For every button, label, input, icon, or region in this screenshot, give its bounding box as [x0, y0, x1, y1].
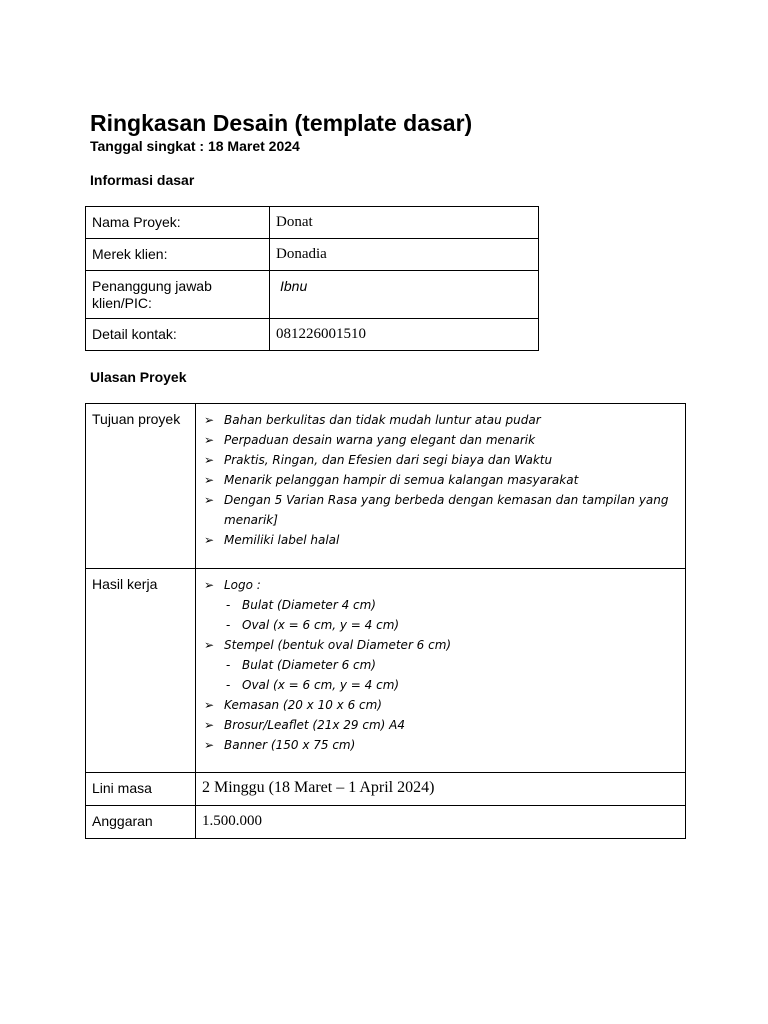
- deliverable-text: Logo :: [224, 578, 261, 592]
- project-name-label: Nama Proyek:: [86, 207, 270, 239]
- deliverable-sub-text: Bulat (Diameter 6 cm): [242, 658, 376, 672]
- list-item: [202, 675, 679, 695]
- goal-text: Bahan berkulitas dan tidak mudah luntur atau pudar: [224, 413, 541, 427]
- dash-bullet-icon: -: [226, 678, 231, 692]
- table-row: [86, 207, 539, 239]
- list-item: [202, 615, 679, 635]
- arrowhead-bullet-icon: ➢: [204, 533, 215, 547]
- document-date: Tanggal singkat : 18 Maret 2024: [90, 138, 300, 154]
- arrowhead-bullet-icon: ➢: [204, 578, 215, 592]
- pic-value: Ibnu: [270, 271, 539, 319]
- basic-info-heading: Informasi dasar: [90, 172, 195, 188]
- basic-info-table: [85, 206, 539, 351]
- deliverable-text: Brosur/Leaflet (21x 29 cm) A4: [224, 718, 405, 732]
- table-row: [86, 271, 539, 319]
- dash-bullet-icon: -: [226, 658, 231, 672]
- client-brand-label: Merek klien:: [86, 239, 270, 271]
- project-overview-heading: Ulasan Proyek: [90, 369, 187, 385]
- goal-text: Menarik pelanggan hampir di semua kalangan masyarakat: [224, 473, 579, 487]
- deliverables-label: Hasil kerja: [86, 569, 196, 773]
- list-item: [202, 530, 679, 550]
- arrowhead-bullet-icon: ➢: [204, 433, 215, 447]
- deliverables-cell: [196, 569, 686, 773]
- list-item: [202, 470, 679, 490]
- list-item: [202, 735, 679, 755]
- goal-text: Dengan 5 Varian Rasa yang berbeda dengan kemasan dan tampilan yang menarik]: [224, 493, 669, 527]
- deliverable-text: Banner (150 x 75 cm): [224, 738, 356, 752]
- list-item: [202, 715, 679, 735]
- list-item: [202, 575, 679, 595]
- deliverable-sub-text: Bulat (Diameter 4 cm): [242, 598, 376, 612]
- deliverables-list: [202, 575, 679, 755]
- arrowhead-bullet-icon: ➢: [204, 718, 215, 732]
- dash-bullet-icon: -: [226, 618, 231, 632]
- deliverable-sub-list: [202, 595, 679, 635]
- contact-label: Detail kontak:: [86, 319, 270, 351]
- goals-list: [202, 410, 679, 550]
- list-item: [202, 410, 679, 430]
- deliverable-sub-text: Oval (x = 6 cm, y = 4 cm): [242, 678, 400, 692]
- table-row: [86, 773, 686, 806]
- table-row: [86, 239, 539, 271]
- deliverable-sub-text: Oval (x = 6 cm, y = 4 cm): [242, 618, 400, 632]
- pic-label: Penanggung jawab klien/PIC:: [86, 271, 270, 319]
- budget-label: Anggaran: [86, 806, 196, 839]
- client-brand-value: Donadia: [270, 239, 539, 271]
- table-row: [86, 319, 539, 351]
- list-item: [202, 490, 679, 530]
- goal-text: Memiliki label halal: [224, 533, 340, 547]
- deliverable-sub-list: [202, 655, 679, 695]
- document-title: Ringkasan Desain (template dasar): [90, 110, 473, 136]
- list-item: [202, 695, 679, 715]
- table-row: [86, 806, 686, 839]
- goal-text: Perpaduan desain warna yang elegant dan menarik: [224, 433, 536, 447]
- goals-cell: [196, 404, 686, 569]
- budget-value: 1.500.000: [196, 806, 686, 839]
- timeline-value: 2 Minggu (18 Maret – 1 April 2024): [196, 773, 686, 806]
- goals-label: Tujuan proyek: [86, 404, 196, 569]
- timeline-label: Lini masa: [86, 773, 196, 806]
- list-item: [202, 635, 679, 655]
- contact-value: 081226001510: [270, 319, 539, 351]
- table-row: [86, 404, 686, 569]
- list-item: [202, 450, 679, 470]
- arrowhead-bullet-icon: ➢: [204, 738, 215, 752]
- table-row: [86, 569, 686, 773]
- arrowhead-bullet-icon: ➢: [204, 473, 215, 487]
- deliverable-text: Kemasan (20 x 10 x 6 cm): [224, 698, 382, 712]
- project-overview-table: [85, 403, 686, 839]
- arrowhead-bullet-icon: ➢: [204, 413, 215, 427]
- arrowhead-bullet-icon: ➢: [204, 453, 215, 467]
- arrowhead-bullet-icon: ➢: [204, 493, 215, 507]
- list-item: [202, 430, 679, 450]
- arrowhead-bullet-icon: ➢: [204, 698, 215, 712]
- dash-bullet-icon: -: [226, 598, 231, 612]
- goal-text: Praktis, Ringan, dan Efesien dari segi biaya dan Waktu: [224, 453, 553, 467]
- list-item: [202, 595, 679, 615]
- list-item: [202, 655, 679, 675]
- deliverable-text: Stempel (bentuk oval Diameter 6 cm): [224, 638, 452, 652]
- arrowhead-bullet-icon: ➢: [204, 638, 215, 652]
- project-name-value: Donat: [270, 207, 539, 239]
